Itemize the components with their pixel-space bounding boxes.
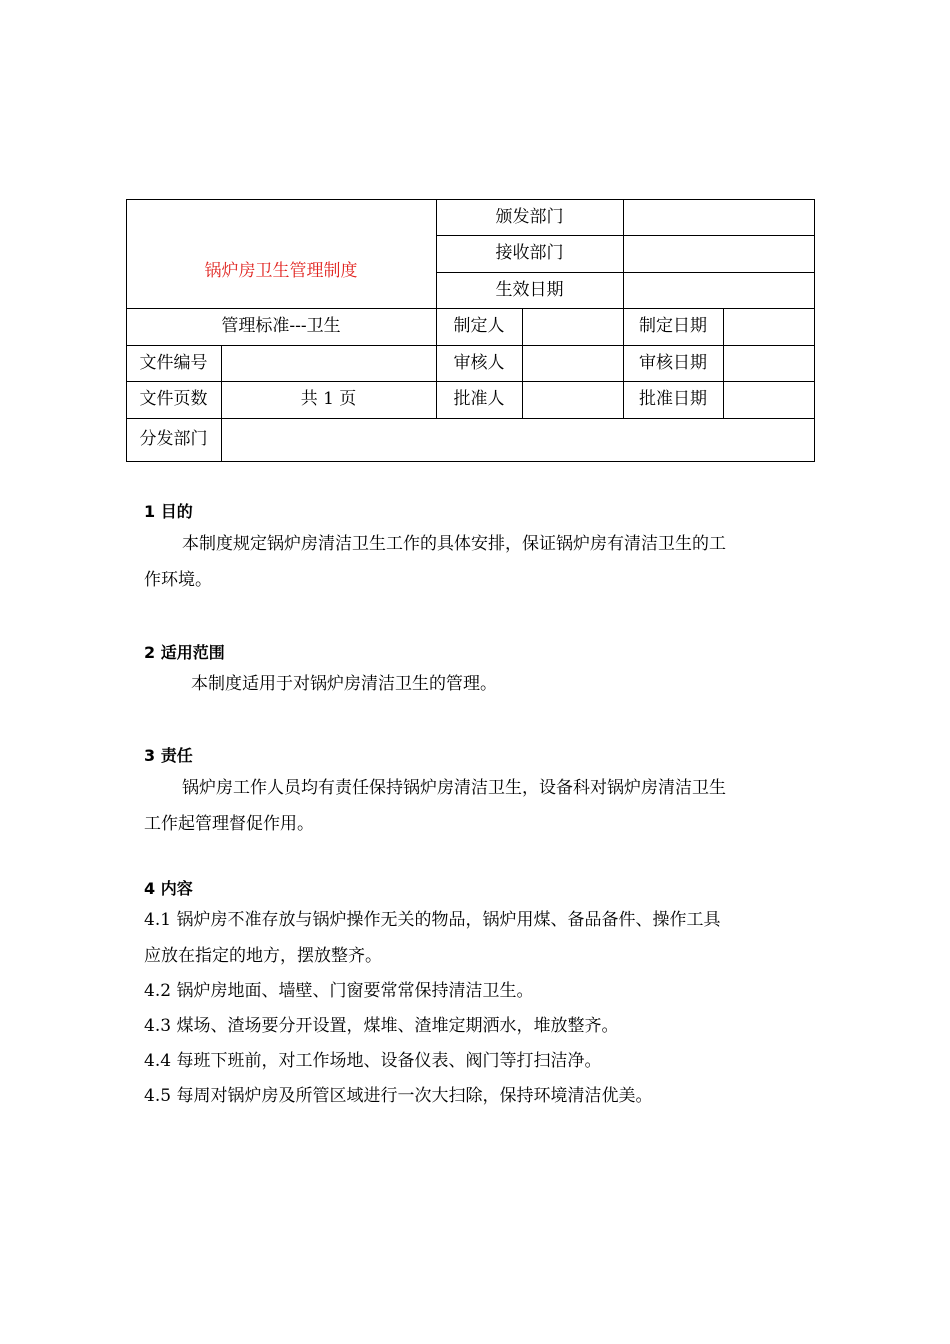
reviewer-label: 审核人 xyxy=(453,352,505,373)
doc-no-label: 文件编号 xyxy=(139,352,208,373)
section-heading: 1 目的 xyxy=(144,502,193,521)
section-text-line: 工作起管理督促作用。 xyxy=(144,814,314,834)
approver-label: 批准人 xyxy=(453,389,505,409)
pages-value: 共 1 页 xyxy=(300,389,357,409)
effective-date-label: 生效日期 xyxy=(495,279,564,300)
approve-date-label: 批准日期 xyxy=(639,389,707,409)
section-heading: 4 内容 xyxy=(144,879,193,898)
document-category: 管理标准---卫生 xyxy=(221,316,341,336)
section-text-line: 锅炉房工作人员均有责任保持锅炉房清洁卫生，设备科对锅炉房清洁卫生 xyxy=(182,778,726,798)
section-heading: 3 责任 xyxy=(144,746,193,765)
section-text-line: 4.4 每班下班前，对工作场地、设备仪表、阀门等打扫洁净。 xyxy=(144,1051,602,1071)
document-title: 锅炉房卫生管理制度 xyxy=(204,261,358,281)
author-label: 制定人 xyxy=(453,316,505,336)
section-text-line: 4.5 每周对锅炉房及所管区域进行一次大扫除，保持环境清洁优美。 xyxy=(144,1086,653,1106)
review-date-label: 审核日期 xyxy=(639,352,707,373)
author-date-label: 制定日期 xyxy=(639,316,707,336)
section-text-line: 4.1 锅炉房不准存放与锅炉操作无关的物品，锅炉用煤、备品备件、操作工具 xyxy=(144,910,721,930)
section-text-line: 4.2 锅炉房地面、墙壁、门窗要常常保持清洁卫生。 xyxy=(144,981,534,1001)
distribution-label: 分发部门 xyxy=(139,429,208,449)
section-text-line: 本制度规定锅炉房清洁卫生工作的具体安排，保证锅炉房有清洁卫生的工 xyxy=(182,534,726,554)
issue-dept-label: 颁发部门 xyxy=(495,206,564,227)
section-text-line: 应放在指定的地方，摆放整齐。 xyxy=(144,946,382,966)
receive-dept-label: 接收部门 xyxy=(495,243,564,263)
pages-label: 文件页数 xyxy=(139,389,208,409)
document-header-table xyxy=(126,199,815,462)
section-heading: 2 适用范围 xyxy=(144,643,225,662)
section-text-line: 本制度适用于对锅炉房清洁卫生的管理。 xyxy=(191,674,497,694)
section-text-line: 4.3 煤场、渣场要分开设置，煤堆、渣堆定期洒水，堆放整齐。 xyxy=(144,1016,619,1036)
section-text-line: 作环境。 xyxy=(144,570,212,590)
